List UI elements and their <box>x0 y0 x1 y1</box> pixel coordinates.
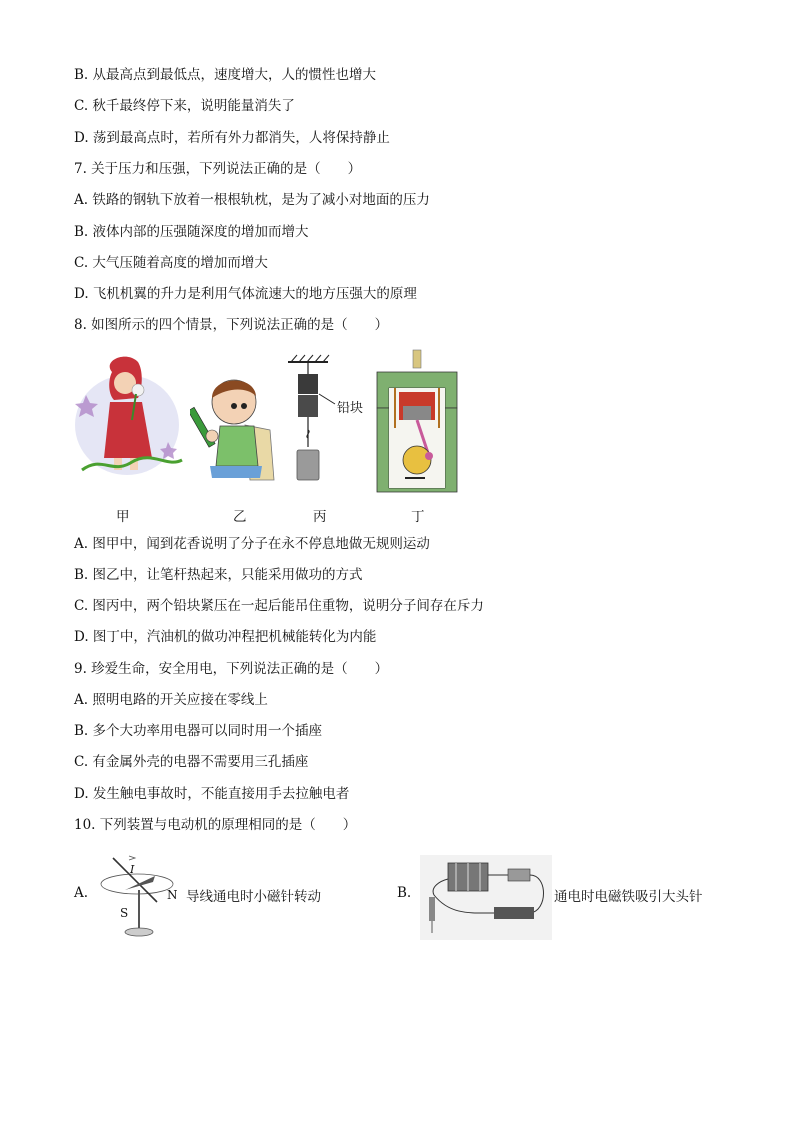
q7-stem: 7. 关于压力和压强，下列说法正确的是（ ） <box>74 161 362 177</box>
q8-option-a: A. 图甲中，闻到花香说明了分子在永不停息地做无规则运动 <box>74 536 430 552</box>
figure-yi-boy-with-pencil <box>190 370 280 482</box>
q8-option-b: B. 图乙中，让笔杆热起来，只能采用做功的方式 <box>74 567 363 583</box>
figure-caption-ding: 丁 <box>411 509 425 525</box>
q7-option-a: A. 铁路的钢轨下放着一根根轨枕，是为了减小对地面的压力 <box>74 192 430 208</box>
q9-option-d: D. 发生触电事故时，不能直接用手去拉触电者 <box>74 786 350 802</box>
q10-option-b-desc: 通电时电磁铁吸引大头针 <box>554 889 703 905</box>
q9-stem: 9. 珍爱生命，安全用电，下列说法正确的是（ ） <box>74 661 389 677</box>
q6-option-d: D. 荡到最高点时，若所有外力都消失，人将保持静止 <box>74 130 390 146</box>
q9-option-c: C. 有金属外壳的电器不需要用三孔插座 <box>74 754 309 770</box>
q8-option-d: D. 图丁中，汽油机的做功冲程把机械能转化为内能 <box>74 629 377 645</box>
q10-option-a-label: A. <box>74 885 89 901</box>
q7-option-d: D. 飞机机翼的升力是利用气体流速大的地方压强大的原理 <box>74 286 417 302</box>
figure-bing-lead-blocks <box>283 352 368 487</box>
figure-caption-jia: 甲 <box>116 509 130 525</box>
figure-ding-engine-cylinder <box>373 348 463 493</box>
figure-caption-bing: 丙 <box>313 509 327 525</box>
compass-letter-s: S <box>120 906 129 920</box>
q6-option-b: B. 从最高点到最低点，速度增大，人的惯性也增大 <box>74 67 377 83</box>
figure-electromagnet-circuit <box>420 855 552 940</box>
q8-option-c: C. 图丙中，两个铅块紧压在一起后能吊住重物，说明分子间存在斥力 <box>74 598 484 614</box>
q10-stem: 10. 下列装置与电动机的原理相同的是（ ） <box>74 817 357 833</box>
compass-letter-n: N <box>167 888 178 902</box>
q9-option-b: B. 多个大功率用电器可以同时用一个插座 <box>74 723 323 739</box>
q6-option-c: C. 秋千最终停下来，说明能量消失了 <box>74 98 295 114</box>
figure-jia-girl-smelling-flowers <box>72 350 187 480</box>
q7-option-b: B. 液体内部的压强随深度的增加而增大 <box>74 224 309 240</box>
q9-option-a: A. 照明电路的开关应接在零线上 <box>74 692 268 708</box>
lead-block-label: 铅块 <box>337 401 364 416</box>
q10-option-a-desc: 导线通电时小磁针转动 <box>186 889 321 905</box>
q7-option-c: C. 大气压随着高度的增加而增大 <box>74 255 268 271</box>
current-letter-i: I <box>130 863 135 876</box>
q10-option-b-label: B. <box>397 885 412 901</box>
q8-stem: 8. 如图所示的四个情景，下列说法正确的是（ ） <box>74 317 389 333</box>
figure-caption-yi: 乙 <box>233 509 247 525</box>
